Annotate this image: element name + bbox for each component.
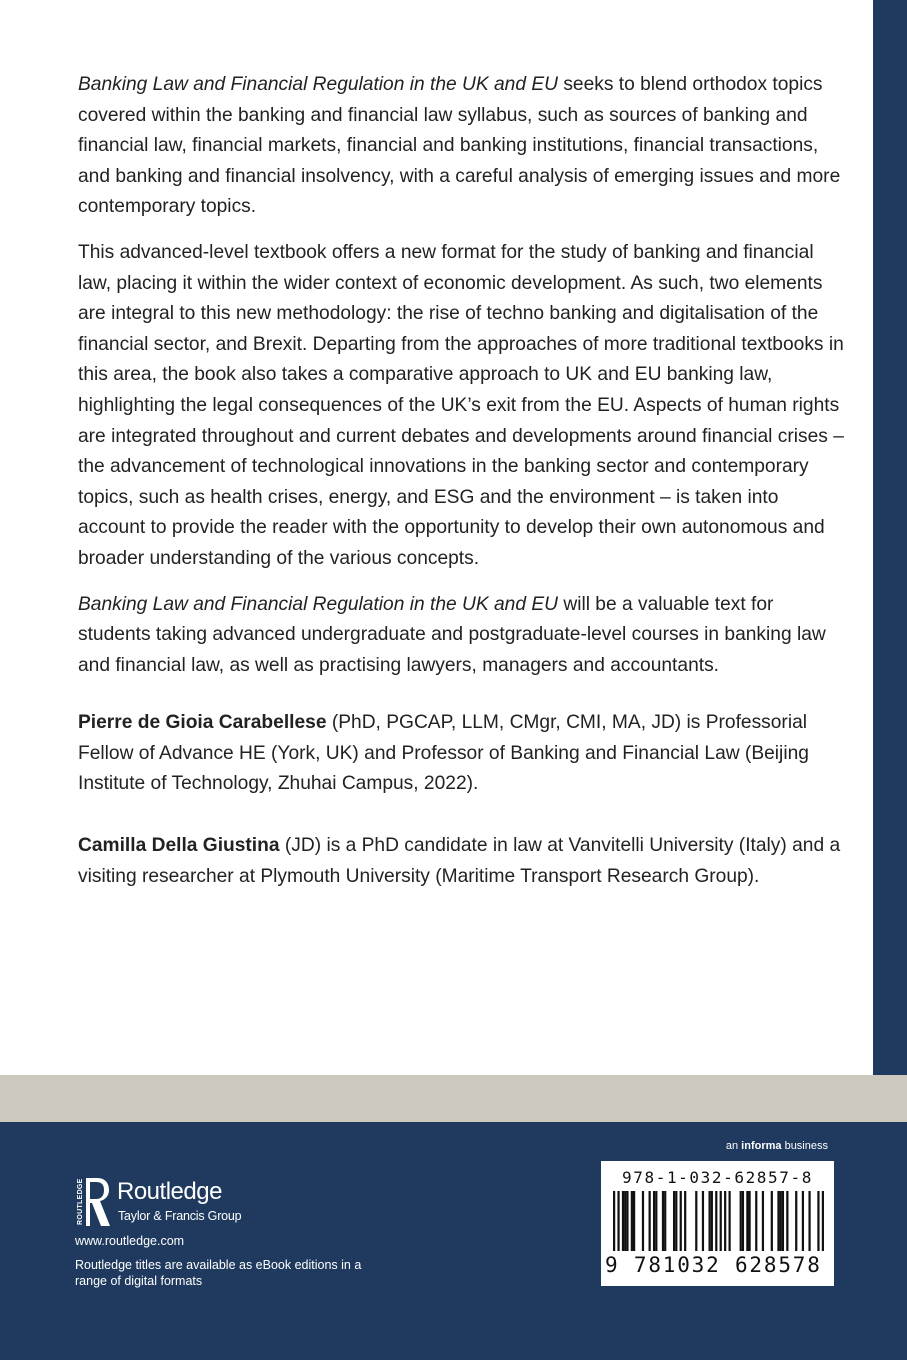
- barcode-bar: [664, 1191, 666, 1251]
- barcode-bars: [613, 1191, 824, 1251]
- barcode-bar: [777, 1191, 779, 1251]
- barcode-bar: [631, 1191, 633, 1251]
- logo-vertical-text: ROUTLEDGE: [77, 1178, 84, 1225]
- barcode-bar: [662, 1191, 664, 1251]
- barcode-bar: [711, 1191, 713, 1251]
- barcode-bar: [633, 1191, 635, 1251]
- barcode-bar: [740, 1191, 742, 1251]
- isbn-barcode: [601, 1161, 834, 1286]
- blurb-paragraph-2: This advanced-level textbook offers a new format for the study of banking and financial law, placing it within the wider context of economic development. As such, two elements are integral to this new methodology: the rise of techno banking and digitalisation of the financial sector, and Brexit. Departing from the approaches of more traditional textbooks in this area, the book also takes a comparative approach to UK and EU banking law, highlighting the legal consequences of the UK’s exit from the EU. Aspects of human rights are integrated throughout and current debates and developments around financial crises – the advancement of technological innovations in the banking sector and contemporary topics, such as health crises, energy, and ESG and the environment – is taken into account to provide the reader with the opportunity to develop their own autonomous and broader understanding of the various concepts.: [78, 241, 844, 569]
- barcode-bar: [728, 1191, 730, 1251]
- barcode-bar: [762, 1191, 764, 1251]
- book-title-italic: Banking Law and Financial Regulation in the UK and EU: [78, 74, 558, 95]
- barcode-bar: [720, 1191, 722, 1251]
- barcode-bar: [684, 1191, 686, 1251]
- routledge-logo-icon: [75, 1178, 111, 1226]
- blurb-paragraph-1: [78, 70, 848, 223]
- isbn-number: 978-1-032-62857-8: [622, 1168, 813, 1187]
- barcode-bar: [786, 1191, 788, 1251]
- barcode-bar: [755, 1191, 757, 1251]
- barcode-bar: [709, 1191, 711, 1251]
- barcode-bar: [822, 1191, 824, 1251]
- barcode-bar: [653, 1191, 655, 1251]
- publisher-name: Routledge: [117, 1178, 222, 1205]
- barcode-bar: [782, 1191, 784, 1251]
- barcode-bar: [695, 1191, 697, 1251]
- back-cover-text: [78, 70, 848, 892]
- blurb-text: will be a valuable text for students taking advanced undergraduate and postgraduate-level courses in banking law and financial law, as well as practising lawyers, managers and accountants.: [78, 593, 826, 676]
- barcode-bar: [655, 1191, 657, 1251]
- barcode-bar: [795, 1191, 797, 1251]
- barcode-bar: [642, 1191, 644, 1251]
- barcode-bar: [673, 1191, 675, 1251]
- beige-band: [0, 1075, 907, 1122]
- author-bio-1: [78, 708, 848, 800]
- informa-business-label: an informa business: [725, 1140, 828, 1152]
- barcode-bar: [771, 1191, 773, 1251]
- barcode-bar: [675, 1191, 677, 1251]
- barcode-bar: [808, 1191, 810, 1251]
- publisher-group: Taylor & Francis Group: [118, 1209, 242, 1223]
- barcode-bar: [702, 1191, 704, 1251]
- author-name: Pierre de Gioia Carabellese: [78, 712, 327, 734]
- barcode-bar: [613, 1191, 615, 1251]
- barcode-bar: [746, 1191, 748, 1251]
- barcode-bar: [748, 1191, 750, 1251]
- ean-digits: 9 781032 628578: [605, 1253, 822, 1277]
- book-title-italic: Banking Law and Financial Regulation in the UK and EU: [78, 593, 558, 615]
- barcode-bar: [624, 1191, 626, 1251]
- barcode-bar: [622, 1191, 624, 1251]
- author-name: Camilla Della Giustina: [78, 835, 280, 857]
- barcode-bar: [626, 1191, 628, 1251]
- blurb-text: seeks to blend orthodox topics covered within the banking and financial law syllabus, such as sources of banking and financial law, financial markets, financial and banking institutions, financial transactions, and banking and financial insolvency, with a careful analysis of emerging issues and more contemporary topics.: [78, 74, 841, 218]
- barcode-bar: [715, 1191, 717, 1251]
- author-bio-2: [78, 831, 848, 892]
- barcode-bar: [724, 1191, 726, 1251]
- cover-edge-strip: [873, 0, 907, 1075]
- author-bio-text: (JD) is a PhD candidate in law at Vanvitelli University (Italy) and a visiting researcher at Plymouth University (Maritime Transport Research Group).: [78, 835, 841, 887]
- author-bio-text: (PhD, PGCAP, LLM, CMgr, CMI, MA, JD) is Professorial Fellow of Advance HE (York, UK) and Professor of Banking and Financial Law (Beijing Institute of Technology, Zhuhai Campus, 2022).: [78, 712, 809, 795]
- barcode-bar: [817, 1191, 819, 1251]
- barcode-bar: [649, 1191, 651, 1251]
- barcode-bar: [780, 1191, 782, 1251]
- barcode-bar: [680, 1191, 682, 1251]
- publisher-website[interactable]: www.routledge.com: [75, 1234, 185, 1248]
- barcode-bar: [617, 1191, 619, 1251]
- barcode-bar: [802, 1191, 804, 1251]
- blurb-paragraph-3: [78, 590, 848, 682]
- barcode-bar: [742, 1191, 744, 1251]
- ebook-note: Routledge titles are available as eBook editions in a range of digital formats: [75, 1258, 362, 1288]
